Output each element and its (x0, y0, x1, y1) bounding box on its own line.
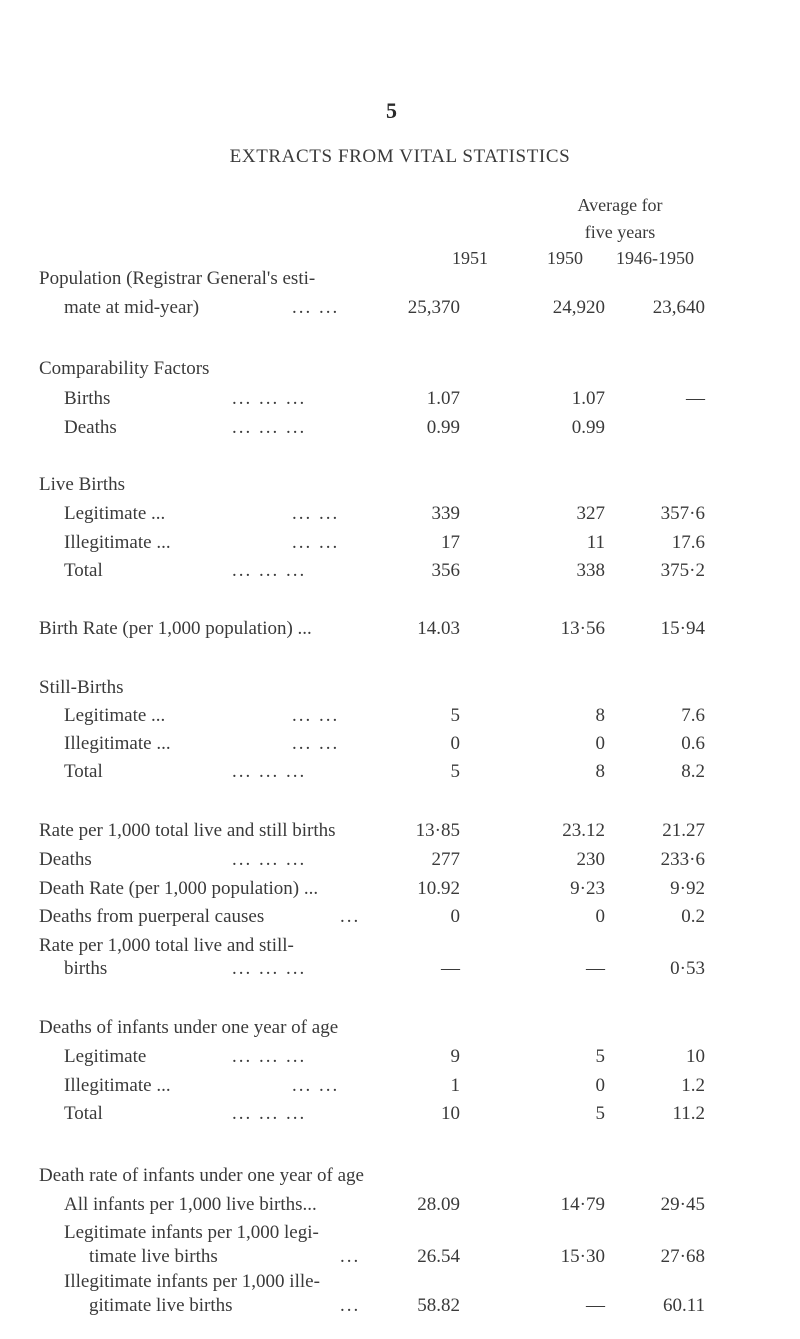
live-births-legitimate-leader: ... ... (292, 503, 340, 524)
comparability-deaths-1951: 0.99 (426, 417, 460, 438)
comparability-deaths-1950: 0.99 (571, 417, 605, 438)
infant-rate-illegit-1950: — (586, 1295, 605, 1316)
infant-rate-all-1951: 28.09 (417, 1194, 460, 1215)
still-birth-rate-1950: 23.12 (562, 820, 605, 841)
infant-deaths-legitimate-1950: 5 (595, 1046, 605, 1067)
still-births-illegitimate-leader: ... ... (292, 733, 340, 754)
puerperal-deaths-label: Deaths from puerperal causes (39, 906, 265, 927)
infant-deaths-total-1950: 5 (595, 1103, 605, 1124)
still-births-illegitimate-1950: 0 (595, 733, 605, 754)
still-births-legitimate-1950: 8 (595, 705, 605, 726)
birth-rate-1951: 14.03 (417, 618, 460, 639)
death-rate-label: Death Rate (per 1,000 population) ... (39, 878, 319, 899)
still-births-total-1950: 8 (595, 761, 605, 782)
infant-deaths-total-average: 11.2 (672, 1103, 705, 1124)
infant-rate-legit-leader: ... (340, 1246, 361, 1267)
comparability-births-label: Births (64, 388, 111, 409)
page-title: EXTRACTS FROM VITAL STATISTICS (229, 146, 571, 167)
population-leader: ... ... (292, 297, 340, 318)
infant-rate-illegit-label: Illegitimate infants per 1,000 ille- (64, 1271, 320, 1292)
average-header-line2: five years (584, 222, 656, 242)
deaths-leader: ... ... ... (232, 849, 307, 870)
infant-deaths-legitimate-1951: 9 (450, 1046, 460, 1067)
infant-deaths-illegitimate-1950: 0 (595, 1075, 605, 1096)
puerperal-rate-1951: — (441, 958, 460, 979)
birth-rate-label: Birth Rate (per 1,000 population) ... (39, 618, 312, 639)
average-header-line1: Average for (577, 195, 663, 215)
still-births-heading: Still-Births (39, 677, 124, 698)
infant-rate-illegit-average: 60.11 (662, 1295, 705, 1316)
comparability-deaths-label: Deaths (64, 417, 117, 438)
still-births-legitimate-label: Legitimate ... (64, 705, 166, 726)
death-rate-average: 9·92 (670, 878, 705, 899)
infant-deaths-illegitimate-average: 1.2 (681, 1075, 705, 1096)
infant-rate-illegit-leader: ... (340, 1295, 361, 1316)
population-average: 23,640 (652, 297, 705, 318)
comparability-heading: Comparability Factors (39, 358, 210, 379)
live-births-illegitimate-average: 17.6 (671, 532, 705, 553)
death-rate-1950: 9·23 (570, 878, 605, 899)
page-number: 5 (386, 98, 397, 123)
birth-rate-average: 15·94 (660, 618, 705, 639)
still-birth-rate-average: 21.27 (662, 820, 705, 841)
live-births-total-average: 375·2 (660, 560, 705, 581)
infant-deaths-total-1951: 10 (441, 1103, 460, 1124)
col-header-average: 1946-1950 (616, 248, 694, 268)
live-births-illegitimate-1951: 17 (441, 532, 460, 553)
live-births-illegitimate-1950: 11 (586, 532, 605, 553)
infant-rate-illegit-1951: 58.82 (417, 1295, 460, 1316)
puerperal-deaths-1950: 0 (595, 906, 605, 927)
death-rate-1951: 10.92 (417, 878, 460, 899)
population-1950: 24,920 (552, 297, 605, 318)
puerperal-rate-label: Rate per 1,000 total live and still- (39, 935, 294, 956)
live-births-total-label: Total (64, 560, 103, 581)
infant-rate-legit-label: Legitimate infants per 1,000 legi- (64, 1222, 319, 1243)
infant-deaths-illegitimate-leader: ... ... (292, 1075, 340, 1096)
still-births-total-leader: ... ... ... (232, 761, 307, 782)
population-label: Population (Registrar General's esti- (39, 268, 316, 289)
puerperal-rate-average: 0·53 (670, 958, 705, 979)
puerperal-rate-label-cont: births (64, 958, 108, 979)
infant-deaths-heading: Deaths of infants under one year of age (39, 1017, 339, 1038)
still-births-legitimate-leader: ... ... (292, 705, 340, 726)
infant-deaths-total-leader: ... ... ... (232, 1103, 307, 1124)
infant-rate-all-label: All infants per 1,000 live births... (64, 1194, 317, 1215)
infant-deaths-legitimate-leader: ... ... ... (232, 1046, 307, 1067)
deaths-label: Deaths (39, 849, 92, 870)
population-1951: 25,370 (407, 297, 460, 318)
still-births-illegitimate-1951: 0 (450, 733, 460, 754)
infant-rate-legit-average: 27·68 (660, 1246, 705, 1267)
live-births-legitimate-label: Legitimate ... (64, 503, 166, 524)
infant-rate-legit-label-cont: timate live births (89, 1246, 218, 1267)
puerperal-deaths-average: 0.2 (681, 906, 705, 927)
infant-rate-legit-1951: 26.54 (417, 1246, 460, 1267)
infant-rate-all-average: 29·45 (660, 1194, 705, 1215)
live-births-legitimate-1951: 339 (431, 503, 460, 524)
infant-deaths-illegitimate-label: Illegitimate ... (64, 1075, 171, 1096)
live-births-legitimate-average: 357·6 (660, 503, 705, 524)
still-births-legitimate-1951: 5 (450, 705, 460, 726)
comparability-births-leader: ... ... ... (232, 388, 307, 409)
puerperal-deaths-leader: ... (340, 906, 361, 927)
deaths-average: 233·6 (660, 849, 705, 870)
infant-deaths-total-label: Total (64, 1103, 103, 1124)
live-births-total-leader: ... ... ... (232, 560, 307, 581)
infant-rate-heading: Death rate of infants under one year of age (39, 1165, 364, 1186)
comparability-births-1951: 1.07 (426, 388, 460, 409)
puerperal-rate-leader: ... ... ... (232, 958, 307, 979)
live-births-illegitimate-label: Illegitimate ... (64, 532, 171, 553)
infant-deaths-legitimate-average: 10 (686, 1046, 705, 1067)
live-births-total-1951: 356 (431, 560, 460, 581)
infant-rate-illegit-label-cont: gitimate live births (89, 1295, 233, 1316)
birth-rate-1950: 13·56 (560, 618, 605, 639)
col-header-1951: 1951 (452, 248, 488, 268)
still-births-total-average: 8.2 (681, 761, 705, 782)
puerperal-deaths-1951: 0 (450, 906, 460, 927)
population-label-cont: mate at mid-year) (64, 297, 200, 318)
puerperal-rate-1950: — (586, 958, 605, 979)
infant-rate-legit-1950: 15·30 (560, 1246, 605, 1267)
still-births-total-label: Total (64, 761, 103, 782)
still-births-illegitimate-label: Illegitimate ... (64, 733, 171, 754)
infant-deaths-illegitimate-1951: 1 (450, 1075, 460, 1096)
still-birth-rate-1951: 13·85 (415, 820, 460, 841)
infant-deaths-legitimate-label: Legitimate (64, 1046, 147, 1067)
still-births-legitimate-average: 7.6 (681, 705, 705, 726)
still-birth-rate-label: Rate per 1,000 total live and still births (39, 820, 336, 841)
live-births-total-1950: 338 (576, 560, 605, 581)
live-births-illegitimate-leader: ... ... (292, 532, 340, 553)
comparability-births-1950: 1.07 (571, 388, 605, 409)
col-header-1950: 1950 (547, 248, 583, 268)
comparability-deaths-leader: ... ... ... (232, 417, 307, 438)
infant-rate-all-1950: 14·79 (560, 1194, 605, 1215)
still-births-total-1951: 5 (450, 761, 460, 782)
deaths-1950: 230 (576, 849, 605, 870)
live-births-heading: Live Births (39, 474, 126, 495)
deaths-1951: 277 (431, 849, 460, 870)
still-births-illegitimate-average: 0.6 (681, 733, 705, 754)
comparability-births-average: — (686, 388, 705, 409)
live-births-legitimate-1950: 327 (576, 503, 605, 524)
